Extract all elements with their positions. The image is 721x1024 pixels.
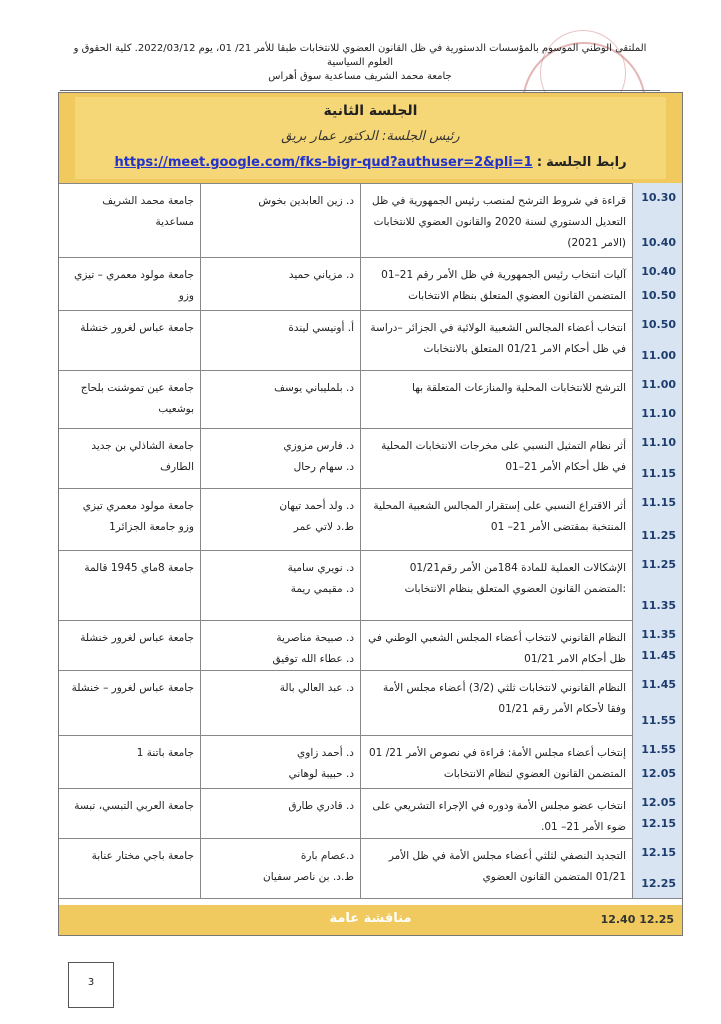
speakers-cell (200, 488, 360, 550)
institution-name: جامعة عباس لغرور – خنشلة (71, 682, 194, 694)
document-header (60, 42, 660, 91)
institution-cell (59, 428, 200, 488)
time-cell (632, 310, 682, 370)
talk-title: انتخاب أعضاء المجالس الشعبية الولائية في الجزائر –دراسة في ظل أحكام الامر 01/21 المتعلق بالانتخابات (370, 322, 626, 355)
schedule-row (59, 620, 682, 671)
talk-title: آليات انتخاب رئيس الجمهورية في ظل الأمر رقم 21–01 المتضمن القانون العضوي المتعلق بنظام الانتخابات (381, 269, 626, 302)
time-cell (632, 838, 682, 898)
start-time: 10.40 (641, 265, 676, 278)
institution-cell (59, 310, 200, 370)
end-time: 11.55 (641, 714, 676, 727)
start-time: 11.55 (641, 743, 676, 756)
schedule-row (59, 670, 682, 736)
institution-cell (59, 183, 200, 257)
start-time: 11.35 (641, 628, 676, 641)
talk-title: انتخاب عضو مجلس الأمة ودوره في الإجراء التشريعي على ضوء الأمر 21– 01. (372, 800, 626, 833)
end-time: 12.15 (641, 817, 676, 830)
institution-name: جامعة مولود معمري – تيزي وزو (74, 269, 194, 302)
speaker-list (207, 436, 354, 478)
time-cell (632, 183, 682, 257)
time-cell (632, 788, 682, 838)
institution-name: جامعة العربي التبسي، تبسة (74, 800, 194, 812)
schedule-row (59, 788, 682, 839)
speaker-list (207, 678, 354, 699)
institution-cell (59, 788, 200, 838)
end-time: 11.25 (641, 529, 676, 542)
talk-title-cell (360, 838, 632, 898)
speaker-name: ط.د لاتي عمر (293, 521, 354, 533)
talk-title: إنتخاب أعضاء مجلس الأمة: قراءة في نصوص الأمر 21/ 01 المتضمن القانون العضوي لنظام الانتخابات (368, 747, 626, 780)
institution-cell (59, 670, 200, 735)
time-cell (632, 670, 682, 735)
header-line-2: جامعة محمد الشريف مساعدية سوق أهراس (268, 71, 452, 82)
speaker-name: د. بلمليباني يوسف (274, 382, 354, 394)
institution-name: جامعة الشاذلي بن جديد الطارف (91, 440, 194, 473)
speaker-list (207, 191, 354, 212)
institution-name: جامعة باتنة 1 (136, 747, 194, 759)
speaker-list (207, 796, 354, 817)
footer-end-time: 12.25 (639, 913, 674, 926)
talk-title: النظام القانوني لانتخاب أعضاء المجلس الشعبي الوطني في ظل أحكام الامر 01/21 (368, 632, 626, 665)
speakers-cell (200, 428, 360, 488)
end-time: 11.00 (641, 349, 676, 362)
speaker-name: د. فارس مزوزي (283, 440, 354, 452)
speaker-name: د. زين العابدين بخوش (258, 195, 354, 207)
start-time: 11.45 (641, 678, 676, 691)
footer-start-time: 12.40 (600, 913, 636, 926)
speaker-name: د. عطاء الله توفيق (272, 653, 354, 665)
end-time: 12.25 (641, 877, 676, 890)
time-cell (632, 370, 682, 428)
talk-title: الإشكالات العملية للمادة 184من الأمر رقم01/21 :المتضمن القانون العضوي المتعلق بنظام الانتخابات (404, 562, 626, 595)
schedule-row (59, 370, 682, 429)
speakers-cell (200, 370, 360, 428)
schedule-row (59, 257, 682, 311)
institution-cell (59, 838, 200, 898)
schedule-row (59, 428, 682, 489)
start-time: 12.05 (641, 796, 676, 809)
institution-name: جامعة عباس لغرور خنشلة (80, 322, 194, 334)
page-number-box (68, 962, 114, 1008)
speaker-name: د. ولد أحمد تيهان (279, 500, 354, 512)
talk-title-cell (360, 310, 632, 370)
speaker-name: د. سهام رحال (293, 461, 354, 473)
institution-cell (59, 620, 200, 670)
time-cell (632, 735, 682, 788)
time-cell (632, 620, 682, 670)
start-time: 11.15 (641, 496, 676, 509)
schedule-row (59, 838, 682, 899)
general-discussion-label: مناقشة عامة (329, 911, 412, 926)
speaker-name: د. حبيبة لوهاني (288, 768, 354, 780)
speaker-list (207, 743, 354, 785)
session-title: الجلسة الثانية (323, 103, 418, 119)
end-time: 11.15 (641, 467, 676, 480)
session-header-panel (75, 97, 666, 179)
speaker-list (207, 558, 354, 600)
time-cell (632, 257, 682, 310)
start-time: 12.15 (641, 846, 676, 859)
speakers-cell (200, 550, 360, 620)
speaker-name: د. صبيحة مناصرية (276, 632, 354, 644)
talk-title: قراءة في شروط الترشح لمنصب رئيس الجمهورية في ظل التعديل الدستوري لسنة 2020 والقانون العضوي للانتخابات (الامر 2021) (372, 195, 626, 249)
general-discussion-row (59, 905, 682, 935)
speaker-name: د. قادري طارق (288, 800, 354, 812)
institution-cell (59, 735, 200, 788)
header-line-1: الملتقى الوطني الموسوم بالمؤسسات الدستورية في ظل القانون العضوي للانتخابات طبقا للأمر 21/ 01، يوم 2022/03/12. كلية الحقوق و العلوم السياسية (73, 43, 647, 68)
talk-title-cell (360, 370, 632, 428)
talk-title: أثر الاقتراع النسبي على إستقرار المجالس الشعبية المحلية المنتخبة بمقتضى الأمر 21– 01 (373, 500, 626, 533)
time-cell (632, 488, 682, 550)
speakers-cell (200, 310, 360, 370)
session-link-label: رابط الجلسة (546, 155, 627, 170)
page-number: 3 (87, 977, 95, 988)
speaker-name: د. أحمد زاوي (297, 747, 354, 759)
session-link-colon: : (536, 155, 543, 170)
end-time: 12.05 (641, 767, 676, 780)
talk-title-cell (360, 735, 632, 788)
speaker-name: د. مزياني حميد (288, 269, 354, 281)
speakers-cell (200, 788, 360, 838)
institution-cell (59, 370, 200, 428)
speaker-name: د. نويري سامية (287, 562, 354, 574)
start-time: 11.25 (641, 558, 676, 571)
institution-name: جامعة محمد الشريف مساعدية (102, 195, 194, 228)
session-link-line (75, 155, 666, 170)
talk-title: النظام القانوني لانتخابات ثلثي (3/2) أعضاء مجلس الأمة وفقا لأحكام الأمر رقم 01/21 (383, 682, 626, 715)
institution-name: جامعة باجي مختار عنابة (91, 850, 194, 862)
talk-title: التجديد النصفي لثلثي أعضاء مجلس الأمة في ظل الأمر 01/21 المتضمن القانون العضوي (388, 850, 626, 883)
speaker-list (207, 378, 354, 399)
speaker-name: أ. أونيسي ليندة (288, 322, 354, 334)
talk-title: أثر نظام التمثيل النسبي على مخرجات الانتخابات المحلية في ظل أحكام الأمر 21–01 (381, 440, 626, 473)
end-time: 10.40 (641, 236, 676, 249)
schedule-row (59, 183, 682, 258)
talk-title-cell (360, 257, 632, 310)
institution-name: جامعة عباس لغرور خنشلة (80, 632, 194, 644)
end-time: 11.35 (641, 599, 676, 612)
speaker-list (207, 265, 354, 286)
speakers-cell (200, 183, 360, 257)
talk-title-cell (360, 550, 632, 620)
end-time: 11.45 (641, 649, 676, 662)
talk-title-cell (360, 670, 632, 735)
speaker-list (207, 496, 354, 538)
speakers-cell (200, 670, 360, 735)
time-cell (632, 550, 682, 620)
speakers-cell (200, 735, 360, 788)
institution-cell (59, 550, 200, 620)
session-header (59, 93, 682, 184)
talk-title: الترشح للانتخابات المحلية والمنازعات المتعلقة بها (412, 382, 626, 394)
start-time: 10.50 (641, 318, 676, 331)
speaker-name: ط.د. بن ناصر سفيان (262, 871, 354, 883)
talk-title-cell (360, 428, 632, 488)
header-rule (60, 90, 660, 91)
session-chair: رئيس الجلسة: الدكتور عمار بريق (281, 129, 460, 144)
talk-title-cell (360, 620, 632, 670)
start-time: 10.30 (641, 191, 676, 204)
speaker-name: د.عصام بارة (300, 850, 354, 862)
time-cell (632, 428, 682, 488)
speakers-cell (200, 838, 360, 898)
speaker-list (207, 628, 354, 670)
talk-title-cell (360, 183, 632, 257)
talk-title-cell (360, 788, 632, 838)
speakers-cell (200, 257, 360, 310)
speakers-cell (200, 620, 360, 670)
speaker-list (207, 846, 354, 888)
end-time: 10.50 (641, 289, 676, 302)
speaker-name: د. مقيمي ريمة (290, 583, 354, 595)
start-time: 11.00 (641, 378, 676, 391)
institution-name: جامعة مولود معمري تيزي وزو جامعة الجزائر1 (82, 500, 194, 533)
schedule-row (59, 488, 682, 551)
schedule-row (59, 310, 682, 371)
schedule-row (59, 550, 682, 621)
session-link-url[interactable]: https://meet.google.com/fks-bigr-qud?authuser=2&pli=1 (114, 155, 533, 170)
speaker-list (207, 318, 354, 339)
end-time: 11.10 (641, 407, 676, 420)
institution-cell (59, 488, 200, 550)
schedule-row (59, 735, 682, 789)
institution-cell (59, 257, 200, 310)
institution-name: جامعة 8ماي 1945 قالمة (84, 562, 194, 574)
start-time: 11.10 (641, 436, 676, 449)
institution-name: جامعة عين تموشنت بلحاج بوشعيب (80, 382, 194, 415)
talk-title-cell (360, 488, 632, 550)
speaker-name: د. عبد العالي بالة (279, 682, 354, 694)
